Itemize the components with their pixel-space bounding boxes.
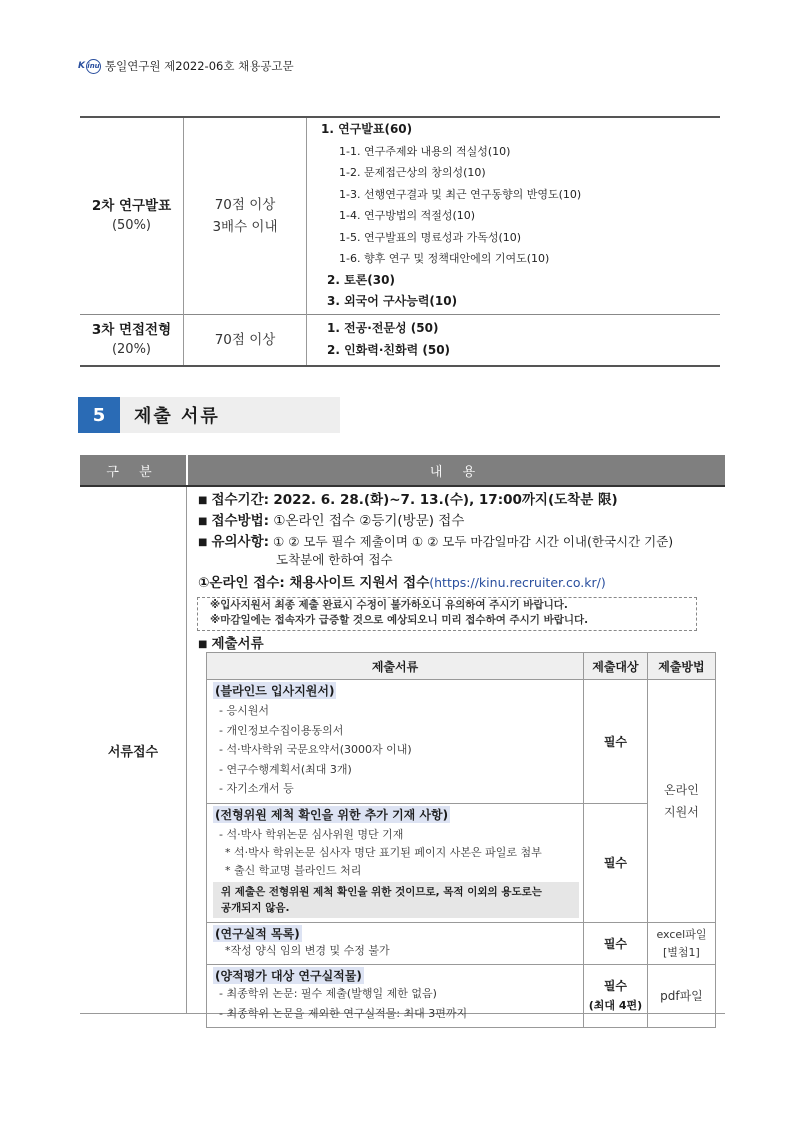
- items-cell: [307, 314, 721, 366]
- method-line: [198, 509, 464, 529]
- docs-label-line: [198, 632, 264, 652]
- list-item: * 출신 학교명 블라인드 처리: [225, 864, 362, 877]
- target-cell: 필수: [584, 680, 648, 804]
- criteria-line: 3배수 이내: [212, 218, 278, 235]
- column-header-doc: 제출서류: [207, 653, 584, 680]
- doc-group-title: (양적평가 대상 연구실적물): [215, 969, 362, 983]
- doc-group-title: (블라인드 입사지원서): [215, 684, 335, 698]
- doc-group-title: (연구실적 목록): [215, 927, 300, 941]
- target-cell: 필수: [584, 923, 648, 965]
- method-label: 접수방법:: [211, 513, 270, 529]
- note-label: 유의사항:: [211, 534, 270, 550]
- warning-text: 위 제출은 전형위원 제척 확인을 위한 것이므로, 목적 이외의 용도로는: [221, 886, 542, 898]
- criteria-cell: [184, 314, 307, 366]
- notice-text: ※입사지원서 최종 제출 완료시 수정이 불가하오니 유의하여 주시기 바랍니다.: [210, 599, 568, 611]
- table-row: [207, 803, 716, 923]
- criteria-cell: [184, 117, 307, 314]
- list-item: 2. 인화력·친화력 (50): [327, 342, 451, 357]
- list-item: *작성 양식 임의 변경 및 수정 불가: [225, 944, 390, 957]
- column-header-category: 구 분: [80, 455, 188, 485]
- note-value: ① ② 모두 필수 제출이며 ① ② 모두 마감일마감 시간 이내(한국시간 기준): [273, 534, 674, 549]
- docs-label: 제출서류: [211, 636, 264, 652]
- warning-text: 공개되지 않음.: [221, 902, 290, 914]
- table-row: [80, 117, 720, 314]
- documents-table: [206, 652, 716, 1028]
- stage-weight: (50%): [111, 217, 152, 233]
- warning-note: [213, 882, 579, 918]
- row-label: 서류접수: [80, 487, 187, 1013]
- note-line-2: 도착분에 한하여 접수: [276, 552, 393, 567]
- stage-weight: (20%): [111, 341, 152, 357]
- table-row: [207, 923, 716, 965]
- online-line: [198, 571, 606, 591]
- list-item: 1-4. 연구방법의 적절성(10): [339, 209, 476, 222]
- section-title: 제출 서류: [134, 406, 220, 427]
- bullet-square-icon: ■: [198, 495, 208, 506]
- method-text: excel파일: [656, 927, 707, 941]
- list-item: - 개인정보수집이용동의서: [219, 723, 344, 737]
- list-item: 1-1. 연구주제와 내용의 적실성(10): [339, 144, 511, 158]
- target-cell: 필수: [584, 803, 648, 923]
- bullet-square-icon: ■: [198, 639, 208, 650]
- doc-cell: [207, 965, 584, 1028]
- stage-name: 3차 면접전형: [91, 321, 172, 338]
- online-label: ①온라인 접수: 채용사이트 지원서 접수: [198, 575, 430, 591]
- list-item: - 최종학위 논문을 제외한 연구실적물: 최대 3편까지: [219, 1006, 468, 1020]
- doc-cell: [207, 803, 584, 923]
- list-item: - 연구수행계획서(최대 3개): [219, 762, 352, 776]
- header-text: 통일연구원 제2022-06호 채용공고문: [104, 59, 294, 73]
- list-item: 1-5. 연구발표의 명료성과 가독성(10): [339, 230, 522, 244]
- items-cell: [307, 117, 721, 314]
- bullet-square-icon: ■: [198, 516, 208, 527]
- section-number: 5: [78, 397, 120, 433]
- list-item: 1. 전공·전문성 (50): [327, 321, 439, 335]
- list-item: - 최종학위 논문: 필수 제출(발행일 제한 없음): [219, 987, 437, 1000]
- period-value: 2022. 6. 28.(화)~7. 13.(수), 17:00까지(도착분 限): [273, 492, 618, 508]
- stage-cell: [80, 117, 184, 314]
- target-cell: [584, 965, 648, 1028]
- stage-cell: [80, 314, 184, 366]
- list-item: 1-2. 문제접근상의 창의성(10): [339, 166, 486, 179]
- target-text: 필수: [603, 979, 628, 993]
- method-text: 지원서: [664, 805, 699, 819]
- recruit-site-link[interactable]: (https://kinu.recruiter.co.kr/): [429, 575, 606, 590]
- document-header: [78, 58, 294, 74]
- target-text: (최대 4편): [588, 999, 643, 1012]
- method-text: 온라인: [664, 783, 699, 797]
- table-row: [80, 314, 720, 366]
- list-item: 1. 연구발표(60): [321, 122, 413, 136]
- notice-box: [197, 597, 697, 631]
- doc-group-title: (전형위원 제척 확인을 위한 추가 기재 사항): [215, 807, 449, 822]
- kinu-logo: K inu: [78, 59, 101, 74]
- table-header: [80, 455, 725, 487]
- column-header-target: 제출대상: [584, 653, 648, 680]
- notice-text: ※마감일에는 접속자가 급증할 것으로 예상되오니 미리 접수하여 주시기 바랍니다.: [210, 614, 589, 626]
- doc-cell: [207, 923, 584, 965]
- criteria-line: 70점 이상: [214, 196, 276, 213]
- table-row: [207, 653, 716, 680]
- criteria-line: 70점 이상: [214, 331, 276, 348]
- method-cell: [647, 923, 715, 965]
- list-item: - 응시원서: [219, 704, 269, 717]
- list-item: - 석·박사 학위논문 심사위원 명단 기재: [219, 827, 404, 841]
- list-item: - 자기소개서 등: [219, 782, 294, 795]
- stage-name: 2차 연구발표: [91, 197, 172, 214]
- list-item: 2. 토론(30): [327, 272, 395, 287]
- list-item: 3. 외국어 구사능력(10): [327, 294, 458, 308]
- method-cell: [647, 680, 715, 923]
- list-item: 1-3. 선행연구결과 및 최근 연구동향의 반영도(10): [339, 187, 582, 201]
- note-line: [198, 530, 673, 550]
- bullet-square-icon: ■: [198, 537, 208, 548]
- section-heading: [78, 397, 340, 433]
- column-header-content: 내 용: [429, 464, 484, 480]
- list-item: * 석·박사 학위논문 심사자 명단 표기된 페이지 사본은 파일로 첨부: [225, 846, 542, 859]
- method-text: [별첨1]: [663, 945, 700, 959]
- period-line: [198, 488, 618, 508]
- method-cell: pdf파일: [647, 965, 715, 1028]
- list-item: - 석·박사학위 국문요약서(3000자 이내): [219, 743, 412, 756]
- doc-cell: [207, 680, 584, 804]
- method-value: ①온라인 접수 ②등기(방문) 접수: [273, 513, 465, 529]
- period-label: 접수기간:: [211, 492, 270, 508]
- table-row: [207, 680, 716, 804]
- evaluation-table: [80, 116, 720, 367]
- list-item: 1-6. 향후 연구 및 정책대안에의 기여도(10): [339, 252, 550, 265]
- table-row: [207, 965, 716, 1028]
- column-header-method: 제출방법: [647, 653, 715, 680]
